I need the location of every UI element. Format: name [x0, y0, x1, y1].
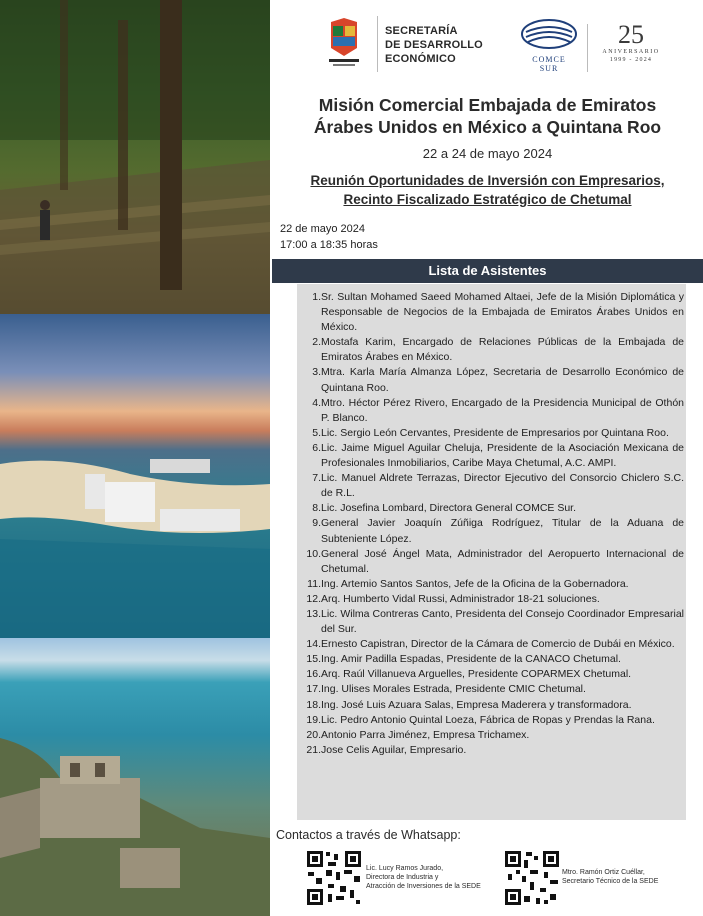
item-number: 11.	[307, 577, 321, 590]
comce-globe-icon	[520, 18, 578, 50]
item-number: 21.	[306, 743, 321, 756]
quintana-roo-logo	[327, 18, 361, 68]
item-text: Lic. Manuel Aldrete Terrazas, Director Ejecutivo del Consorcio Chiclero S.C. de R.L.	[321, 472, 684, 500]
meeting-line: Recinto Fiscalizado Estratégico de Chetumal	[343, 192, 632, 207]
item-number: 19.	[306, 713, 321, 726]
cancun-coast-photo	[0, 314, 270, 638]
anniversary-badge	[595, 22, 667, 64]
item-number: 20.	[306, 728, 321, 741]
list-item	[297, 471, 686, 501]
item-number: 9.	[312, 517, 321, 530]
item-number: 15.	[306, 653, 321, 666]
item-text: Ernesto Capistran, Director de la Cámara de Comercio de Dubái en México.	[321, 638, 675, 651]
list-item	[297, 637, 686, 652]
item-text: Ing. José Luis Azuara Salas, Empresa Maderera y transformadora.	[321, 698, 632, 711]
comce-name: COMCE	[532, 55, 566, 64]
item-text: Mtro. Héctor Pérez Rivero, Encargado de la Presidencia Municipal de Othón P. Blanco.	[321, 396, 684, 424]
item-text: Ing. Artemio Santos Santos, Jefe de la Oficina de la Gobernadora.	[321, 577, 629, 590]
sede-name	[385, 24, 483, 66]
item-text: Ing. Amir Padilla Espadas, Presidente de la CANACO Chetumal.	[321, 653, 621, 666]
list-item	[297, 713, 686, 728]
list-item	[297, 607, 686, 637]
contact-line: Mtro. Ramón Ortiz Cuéllar,	[562, 869, 645, 876]
meeting-title	[272, 171, 703, 209]
comce-region: SUR	[539, 64, 559, 73]
contacts-label: Contactos a través de Whatsapp:	[276, 828, 461, 842]
anniversary-years: 1999 - 2024	[609, 57, 653, 63]
anniversary-number: 25	[618, 20, 644, 49]
list-item	[297, 577, 686, 592]
logo-divider	[587, 24, 588, 72]
item-text: Jose Celis Aguilar, Empresario.	[321, 743, 467, 756]
list-item	[297, 290, 686, 335]
list-item	[297, 365, 686, 395]
item-text: Antonio Parra Jiménez, Empresa Trichamex.	[321, 728, 530, 741]
item-text: Sr. Sultan Mohamed Saeed Mohamed Altaei, Jefe de la Misión Diplomática y Responsable de Negocios de la Embajada de Emiratos Árabes Unidos en México.	[321, 291, 684, 334]
list-item	[297, 743, 686, 758]
item-number: 4.	[312, 396, 321, 409]
item-number: 3.	[312, 366, 321, 379]
list-item	[297, 682, 686, 697]
logo-divider	[377, 16, 378, 72]
contact-line: Secretario Técnico de la SEDE	[562, 878, 659, 885]
item-text: Lic. Jaime Miguel Aguilar Cheluja, Presidente de la Asociación Mexicana de Profesionales Inmobiliarios, Caribe Maya Chetumal, A.C. AMPI.	[321, 441, 684, 470]
contact-line: Directora de Industria y	[366, 874, 439, 881]
qr-code-1[interactable]	[306, 850, 362, 906]
sede-line: ECONÓMICO	[385, 53, 456, 65]
list-item	[297, 441, 686, 471]
list-item	[297, 667, 686, 682]
item-number: 2.	[312, 336, 321, 349]
list-item	[297, 335, 686, 365]
item-number: 5.	[312, 426, 321, 439]
item-text: Lic. Wilma Contreras Canto, Presidenta del Consejo Coordinador Empresarial del Sur.	[321, 607, 684, 636]
qr-code-2[interactable]	[504, 850, 560, 906]
title-line: Árabes Unidos en México a Quintana Roo	[313, 117, 662, 137]
list-item	[297, 426, 686, 441]
item-number: 12.	[306, 592, 321, 605]
qr-code-icon	[306, 850, 362, 906]
item-text: Arq. Raúl Villanueva Arguelles, Presidente COPARMEX Chetumal.	[321, 668, 632, 681]
list-item	[297, 547, 686, 577]
tulum-ruins-photo	[0, 638, 270, 916]
comce-logo	[517, 18, 581, 73]
item-number: 13.	[306, 607, 321, 620]
item-text: Lic. Josefina Lombard, Directora General COMCE Sur.	[321, 502, 577, 515]
item-number: 10.	[306, 547, 321, 560]
contact-2	[562, 868, 658, 886]
item-text: Mostafa Karim, Encargado de Relaciones Públicas de la Embajada de Emiratos Árabes en México.	[321, 336, 684, 364]
forest-ruins-photo	[0, 0, 270, 314]
item-number: 6.	[312, 441, 321, 454]
meeting-meta	[280, 221, 378, 253]
anniversary-word: ANIVERSARIO	[602, 49, 660, 55]
item-text: Lic. Pedro Antonio Quintal Loeza, Fábrica de Ropas y Prendas la Rana.	[321, 713, 655, 726]
meeting-date: 22 de mayo 2024	[280, 223, 366, 235]
meeting-time: 17:00 a 18:35 horas	[280, 239, 378, 251]
title-line: Misión Comercial Embajada de Emiratos	[318, 95, 657, 115]
sede-line: SECRETARÍA	[385, 25, 458, 37]
sede-line: DE DESARROLLO	[385, 39, 483, 51]
meeting-line: Reunión Oportunidades de Inversión con Empresarios,	[310, 173, 665, 188]
list-item	[297, 652, 686, 667]
item-number: 18.	[306, 698, 321, 711]
attendee-list-box	[297, 284, 686, 820]
item-number: 1.	[312, 291, 321, 303]
list-header: Lista de Asistentes	[272, 259, 703, 283]
list-item	[297, 501, 686, 516]
logo-header	[327, 14, 667, 78]
item-number: 16.	[306, 668, 321, 681]
list-item	[297, 592, 686, 607]
contact-line: Lic. Lucy Ramos Jurado,	[366, 865, 444, 872]
item-text: Arq. Humberto Vidal Russi, Administrador 18-21 soluciones.	[321, 592, 600, 605]
list-item	[297, 728, 686, 743]
item-text: General José Ángel Mata, Administrador del Aeropuerto Internacional de Chetumal.	[321, 547, 684, 575]
item-number: 17.	[306, 683, 321, 696]
contact-line: Atracción de Inversiones de la SEDE	[366, 883, 481, 890]
item-number: 14.	[306, 638, 321, 651]
item-text: Ing. Ulises Morales Estrada, Presidente CMIC Chetumal.	[321, 683, 586, 696]
contact-1	[366, 864, 481, 891]
item-text: General Javier Joaquín Zúñiga Rodríguez, Titular de la Aduana de Subteniente López.	[321, 517, 684, 545]
qr-code-icon	[504, 850, 560, 906]
item-number: 7.	[312, 472, 321, 485]
event-dates: 22 a 24 de mayo 2024	[422, 146, 553, 161]
attendee-list	[297, 284, 686, 758]
item-text: Mtra. Karla María Almanza López, Secretaria de Desarrollo Económico de Quintana Roo.	[321, 366, 684, 394]
list-item	[297, 698, 686, 713]
list-item	[297, 516, 686, 546]
item-number: 8.	[312, 502, 321, 515]
list-item	[297, 396, 686, 426]
item-text: Lic. Sergio León Cervantes, Presidente de Empresarios por Quintana Roo.	[321, 426, 669, 439]
page-title	[272, 94, 703, 138]
